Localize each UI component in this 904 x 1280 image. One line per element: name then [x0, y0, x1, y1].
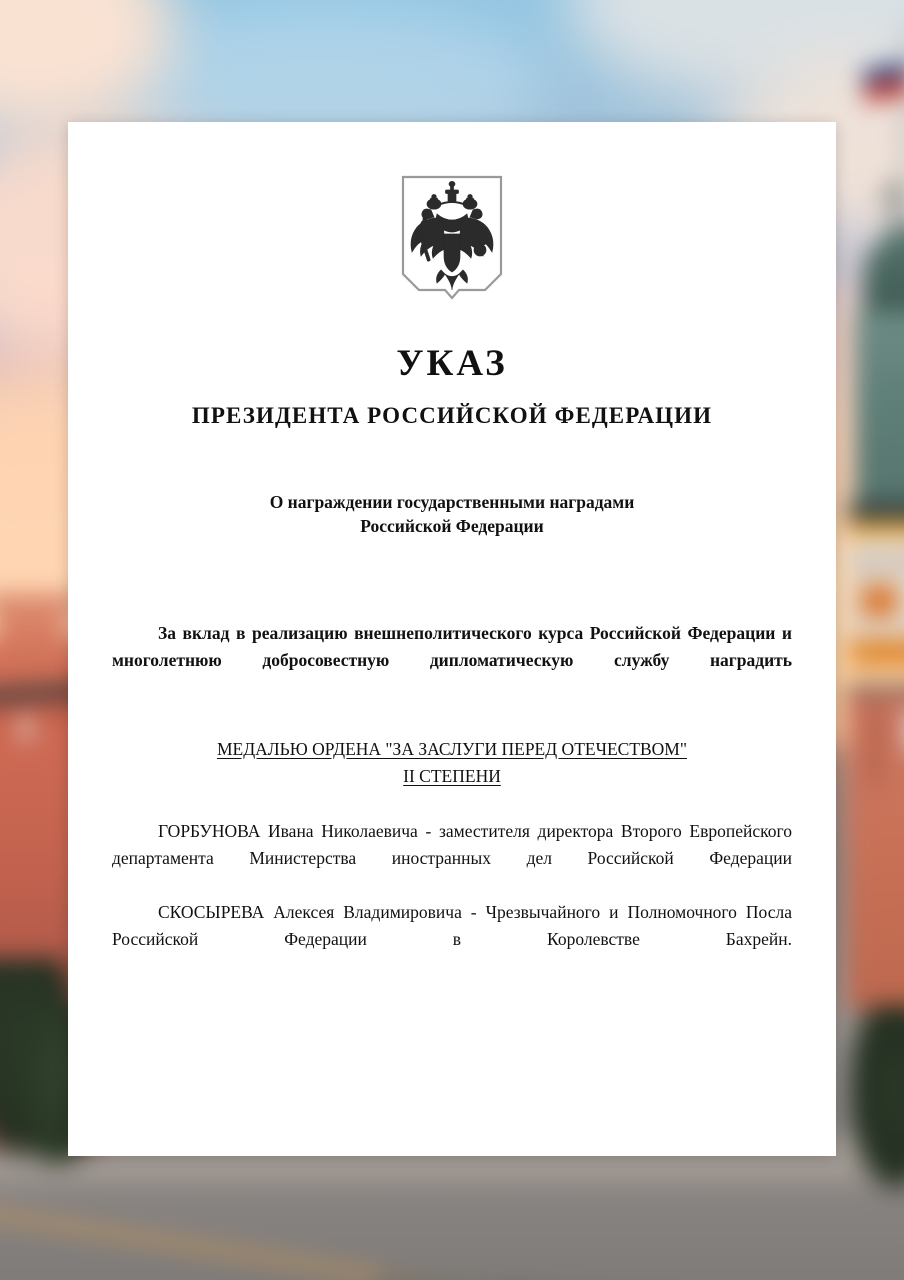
award-title [112, 736, 792, 790]
wall-pillar [868, 704, 883, 787]
award-title-line-2: II СТЕПЕНИ [403, 765, 501, 786]
russian-coat-of-arms-icon [397, 174, 507, 306]
document-subtitle: ПРЕЗИДЕНТА РОССИЙСКОЙ ФЕДЕРАЦИИ [191, 403, 713, 428]
tree [848, 1006, 904, 1191]
decree-document-page [68, 122, 836, 1156]
emblem-container [112, 122, 792, 306]
page-title: УКАЗ [396, 343, 508, 384]
wall-window [20, 716, 33, 739]
russian-flag-icon [862, 49, 904, 104]
recipient-entry: СКОСЫРЕВА Алексея Владимировича - Чрезвычайного и Полномочного Посла Российской Федерации в Королевстве Бахрейн. [112, 902, 792, 950]
facade-arch [887, 547, 904, 575]
award-title-line-1: МЕДАЛЬЮ ОРДЕНА "ЗА ЗАСЛУГИ ПЕРЕД ОТЕЧЕСТВОМ" [216, 738, 688, 759]
facade-arch [857, 547, 878, 575]
recipient-entry: ГОРБУНОВА Ивана Николаевича - заместителя директора Второго Европейского департамента Министерства иностранных дел Российской Федерации [112, 820, 792, 868]
facade-orange-panel [861, 585, 897, 617]
document-heading [112, 491, 792, 538]
dome-cross-icon [891, 180, 896, 231]
kremlin-building-upper [855, 311, 904, 523]
preamble-paragraph: За вклад в реализацию внешнеполитического курса Российской Федерации и многолетнюю добросовестную дипломатическую службу наградить [112, 623, 792, 671]
heading-line-2: Российской Федерации [360, 515, 544, 536]
facade-orange-band [851, 638, 904, 666]
heading-line-1: О награждении государственными наградами [269, 492, 635, 512]
